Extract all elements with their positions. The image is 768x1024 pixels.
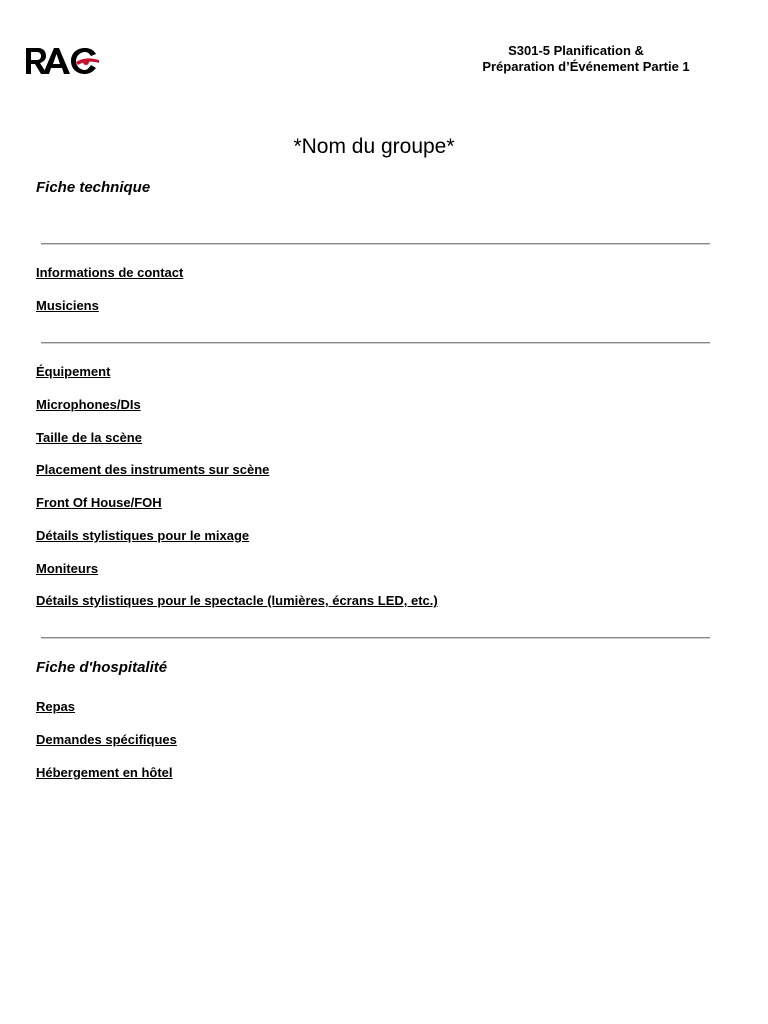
link-equipment[interactable]: Équipement bbox=[36, 364, 111, 379]
course-header-line2: Préparation d’Événement Partie 1 bbox=[482, 59, 690, 74]
page-title: *Nom du groupe* bbox=[293, 135, 455, 158]
link-hotel[interactable]: Hébergement en hôtel bbox=[36, 765, 173, 780]
link-front-of-house[interactable]: Front Of House/FOH bbox=[36, 495, 162, 510]
link-stage-size[interactable]: Taille de la scène bbox=[36, 430, 142, 445]
course-header bbox=[446, 43, 706, 75]
rac-logo bbox=[24, 46, 100, 76]
link-microphones[interactable]: Microphones/DIs bbox=[36, 397, 141, 412]
course-header-line1: S301-5 Planification & bbox=[508, 43, 644, 58]
link-show-details[interactable]: Détails stylistiques pour le spectacle (lumières, écrans LED, etc.) bbox=[36, 593, 438, 608]
link-contact-info[interactable]: Informations de contact bbox=[36, 265, 184, 280]
link-musicians[interactable]: Musiciens bbox=[36, 298, 99, 313]
link-specific-requests[interactable]: Demandes spécifiques bbox=[36, 732, 177, 747]
link-meals[interactable]: Repas bbox=[36, 699, 76, 714]
link-monitors[interactable]: Moniteurs bbox=[36, 561, 99, 576]
divider bbox=[41, 342, 710, 344]
section-heading-hospitality: Fiche d'hospitalité bbox=[36, 659, 168, 676]
link-instrument-placement[interactable]: Placement des instruments sur scène bbox=[36, 462, 270, 477]
section-heading-technical: Fiche technique bbox=[36, 179, 151, 196]
divider bbox=[41, 637, 710, 639]
link-mix-details[interactable]: Détails stylistiques pour le mixage bbox=[36, 528, 250, 543]
divider bbox=[41, 243, 710, 245]
